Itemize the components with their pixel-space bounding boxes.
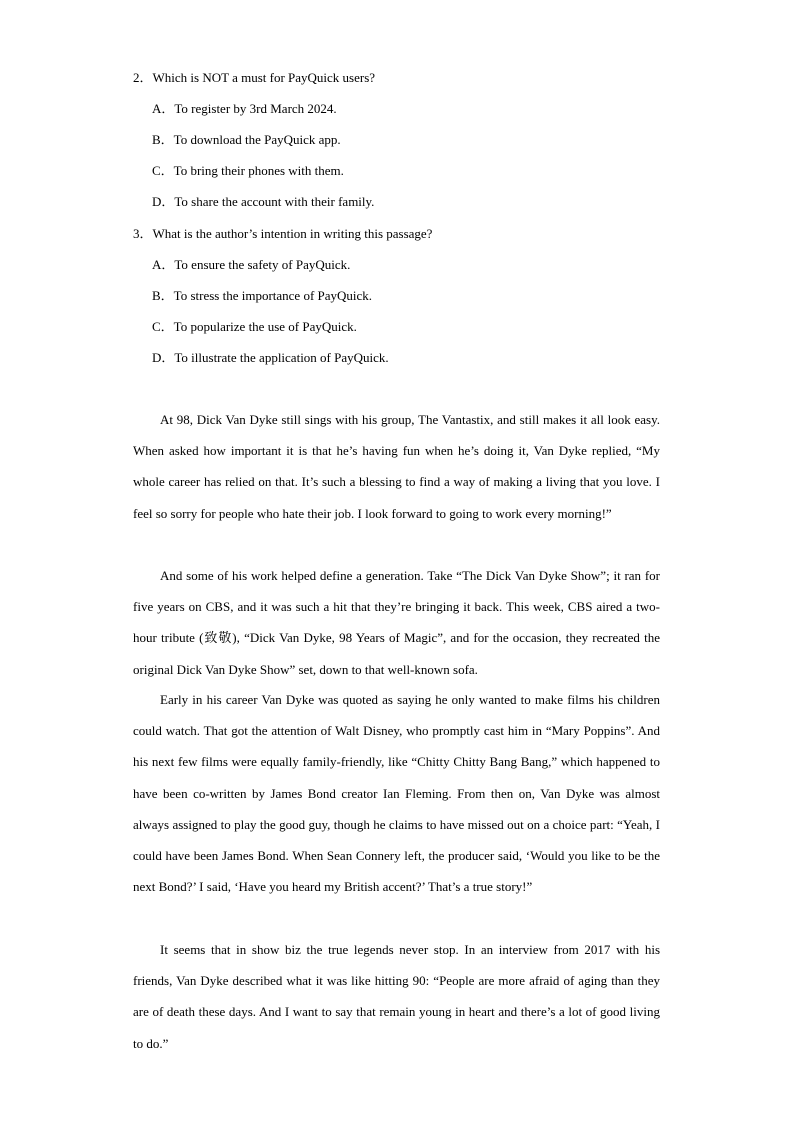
passage-paragraph-2: And some of his work helped define a generation. Take “The Dick Van Dyke Show”; it ran for five years on CBS, and it was such a hit that they’re bringing it back. This week, CBS aired a two-hour tribute (致敬), “Dick Van Dyke, 98 Years of Magic”, and for the occasion, they recreated the original Dick Van Dyke Show” set, down to that well-known sofa. bbox=[133, 568, 660, 677]
option-text: To register by 3rd March 2024. bbox=[174, 101, 337, 116]
question-2-option-b bbox=[152, 129, 341, 148]
option-letter: D． bbox=[152, 194, 175, 209]
option-letter: D． bbox=[152, 350, 175, 365]
option-text: To bring their phones with them. bbox=[173, 163, 344, 178]
question-number: 3． bbox=[133, 226, 153, 241]
option-text: To popularize the use of PayQuick. bbox=[173, 319, 357, 334]
option-letter: A． bbox=[152, 257, 175, 272]
option-text: To share the account with their family. bbox=[174, 194, 375, 209]
option-text: To stress the importance of PayQuick. bbox=[173, 288, 373, 303]
question-number: 2． bbox=[133, 70, 153, 85]
question-text: Which is NOT a must for PayQuick users? bbox=[152, 70, 376, 85]
question-3-option-c bbox=[152, 316, 357, 335]
question-2 bbox=[133, 67, 375, 86]
option-letter: C． bbox=[152, 319, 174, 334]
passage-paragraph-4: It seems that in show biz the true legends never stop. In an interview from 2017 with his friends, Van Dyke described what it was like hitting 90: “People are more afraid of aging than they are of death these days. And I want to say that remain young in heart and there’s a lot of good living to do.” bbox=[133, 942, 660, 1051]
question-3-option-a bbox=[152, 254, 350, 273]
option-text: To download the PayQuick app. bbox=[173, 132, 341, 147]
option-letter: C． bbox=[152, 163, 174, 178]
option-text: To illustrate the application of PayQuick. bbox=[174, 350, 389, 365]
question-3-option-b bbox=[152, 285, 372, 304]
question-2-option-d bbox=[152, 191, 374, 210]
question-2-option-c bbox=[152, 160, 344, 179]
passage-paragraph-1: At 98, Dick Van Dyke still sings with his group, The Vantastix, and still makes it all look easy. When asked how important it is that he’s having fun when he’s doing it, Van Dyke replied, “My whole career has relied on that. It’s such a blessing to find a way of making a living that you love. I feel so sorry for people who hate their job. I look forward to going to work every morning!” bbox=[133, 412, 660, 521]
passage-paragraph-3: Early in his career Van Dyke was quoted as saying he only wanted to make films his children could watch. That got the attention of Walt Disney, who promptly cast him in “Mary Poppins”. And his next few films were equally family-friendly, like “Chitty Chitty Bang Bang,” which happened to have been co-written by James Bond creator Ian Fleming. From then on, Van Dyke was almost always assigned to play the good guy, though he claims to have missed out on a choice part: “Yeah, I could have been James Bond. When Sean Connery left, the producer said, ‘Would you like to be the next Bond?’ I said, ‘Have you heard my British accent?’ That’s a true story!” bbox=[133, 692, 660, 895]
question-3-option-d bbox=[152, 347, 389, 366]
option-text: To ensure the safety of PayQuick. bbox=[174, 257, 351, 272]
question-2-option-a bbox=[152, 98, 337, 117]
option-letter: B． bbox=[152, 288, 174, 303]
option-letter: A． bbox=[152, 101, 175, 116]
question-3 bbox=[133, 223, 432, 242]
option-letter: B． bbox=[152, 132, 174, 147]
question-text: What is the author’s intention in writing this passage? bbox=[152, 226, 433, 241]
